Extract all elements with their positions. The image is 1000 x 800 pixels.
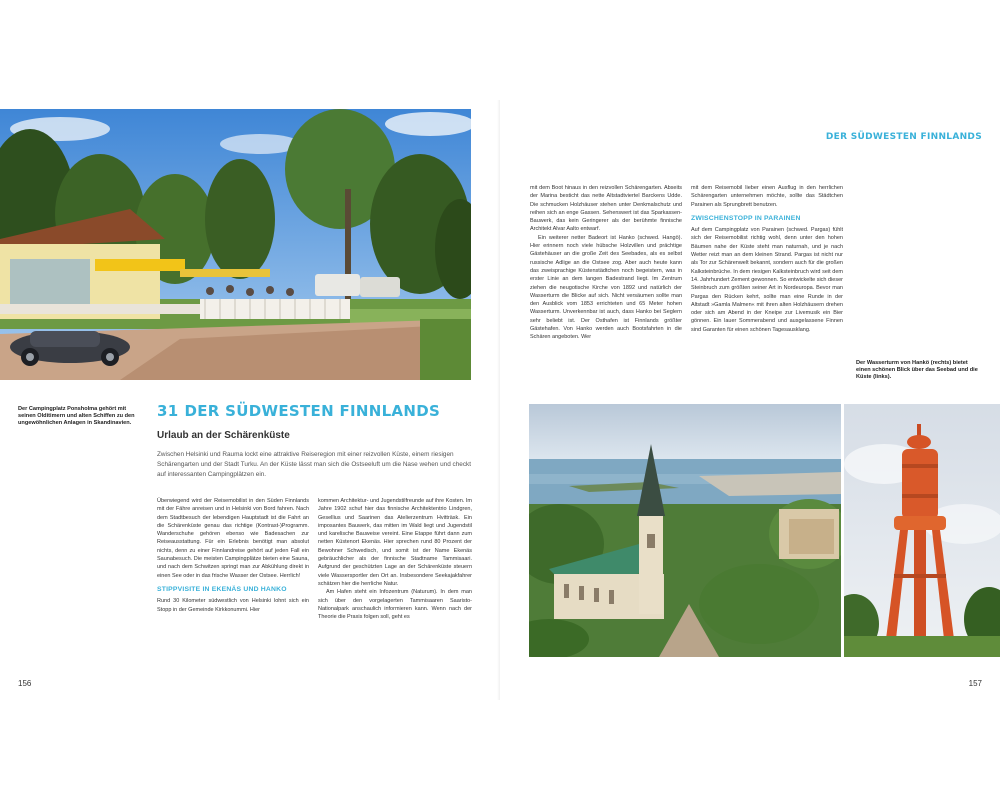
photo-caption: Der Campingplatz Ponsholma gehört mit seinen Olditimern und alten Schiffen zu den ungewöhnlichen Anlagen in Skandinavien. [18,406,135,426]
right-page [500,0,1000,800]
page-number: 156 [18,679,32,688]
hanko-church-photo [529,404,841,657]
photo-caption: Der Wasserturm von Hankö (rechts) bietet einen schönen Blick über das Seebad und die Küste (links). [856,360,978,380]
chapter-number: 31 [157,402,179,420]
paragraph: Am Hafen steht ein Infozentrum (Naturum). In dem man sich über den vorgelagerten Tammisaaren Saaristo-Nationalpark anschaulich informieren kann. Wenn nach der Theorie die Praxis folgen soll, geht es [318,589,472,621]
right-column-2 [691,184,843,334]
paragraph: Überwiegend wird der Reisemobilist in den Süden Finnlands mit der Fähre anreisen und in Helsinki von Bord fahren. Nach dem Stadtbesuch der lebendigen Hauptstadt ist die Fahrt an die Schärenküste genau das richtige (Kontrast-)Programm. Wanderschuhe gehören ebenso wie Badesachen zur Reiseausstattung. Für ein Erlebnis benötigt man absolut nichts, denn zu einer Finnlandreise gehört auf jeden Fall ein Saunabesuch. Die meisten Campingplätze bieten eine Sauna, und nach dem Schwitzen springt man zur Abkühlung direkt in einen See oder in das frische Wasser der Ostsee. Herrlich! [157,498,309,579]
paragraph: mit dem Boot hinaus in den reizvollen Schärengarten. Abseits der Marina besticht das nette Altstadtviertel Barckens Udde. Die schmucken Holzhäuser stehen unter Denkmalschutz und reihen sich an enge Gassen. Sehenswert ist das Sparkassen-Bauwerk, das kein Geringerer als der berühmte finnische Architekt Alvar Aalto entwarf. [530,185,682,233]
paragraph: Auf dem Campingplatz von Parainen (schwed. Pargas) fühlt sich der Reisemobilist richtig wohl, denn unter den hohen Bäumen nahe der Küste steht man naturnah, und je nach Wetter reizt man an dem kleinen Strand. Pargas ist nicht nur als Tor zur Schärenwelt bekannt, sondern auch für die großen Kalksteinbrüche. In dem riesigen Kalksteinbruch wird seit dem 14. Jahrhundert Zement gewonnen. So entwickelte sich dieser Steinbruch zum größten seiner Art in Nordeuropa. Bevor man Pargas den Rücken kehrt, sollte man eine Runde in der Altstadt »Gamla Malmen« mit ihren alten Holzhäusern drehen oder sich am Abend in der Kneipe zur Livemusik ein Bier gönnen. Ein lauer Sommerabend und ausgelassene Finnen sind Garanten für einen schönen Tagesausklang. [691,227,843,333]
chapter-title [157,402,440,420]
paragraph: Rund 30 Kilometer südwestlich von Helsinki lohnt sich ein Stopp in der Gemeinde Kirkkonummi. Hier [157,598,309,613]
left-column-2 [318,497,472,621]
left-column-1 [157,497,309,614]
page-number: 157 [968,679,982,688]
paragraph: mit dem Reisemobil lieber einen Ausflug in den herrlichen Schärengarten unternehmen möchte, sollte das Städtchen Parainen als Sprungbrett benutzen. [691,185,843,208]
chapter-title-text: DER SÜDWESTEN FINNLANDS [184,402,441,420]
paragraph: Ein weiterer netter Badeort ist Hanko (schwed. Hangö). Hier erinnern noch viele hübsche Holzvillen und prächtige Gästehäuser an die große Zeit des Seebades, als es selbst russische Adlige an die Ostsee zog. Aber auch heute kann das zweisprachige Küstenstädtchen noch begeistern, was in erster Linie an dem langen Badestrand liegt. Im Zentrum ziehen die neugotische Kirche von 1892 und natürlich der Wasserturm die Blicke auf sich. Nicht versäumen sollte man den Ausblick vom 1853 errichteten und 65 Meter hohen Wasserturm. Unverkennbar ist auch, dass Hanko bei Seglern sehr beliebt ist. Der Osthafen ist Finnlands größter Gästehafen. Von Hanko werden auch Bootsfahrten in die Schären angeboten. Wer [530,234,682,341]
section-heading: STIPPVISITE IN EKENÄS UND HANKO [157,585,287,593]
chapter-subtitle: Urlaub an der Schärenküste [157,430,290,441]
section-heading: ZWISCHENSTOPP IN PARAINEN [691,214,801,222]
water-tower-photo [844,404,1000,657]
chapter-intro: Zwischen Helsinki und Rauma lockt eine attraktive Reiseregion mit einer reizvollen Küste, einem riesigen Schärengarten und der Stadt Turku. An der Küste lässt man sich die Ostseeluft um die Nase wehen und checkt auf interessanten Campingplätzen ein. [157,451,472,478]
running-head: DER SÜDWESTEN FINNLANDS [825,132,982,142]
paragraph: kommen Architektur- und Jugendstilfreunde auf ihre Kosten. Im Jahre 1902 schuf hier das finnische Architektentrio Lindgren, Gesellius und Saarinen das Atelierzentrum Hvitträsk. Ein imposantes Bauwerk, das mitten im Wald liegt und Jugendstil und karelische Bauweise vereint. Eine Etappe führt dann zum netten Küstenort Ekenäs. Hier sprechen rund 80 Prozent der Bewohner Schwedisch, und somit ist der Name Ekenäs gebräuchlicher als der finnische Stadtname Tammisaari. Aufgrund der geschützten Lage an der Schärenküste steuern viele Wassersportler den Ort an. Insbesondere Seekajakfahrer schätzen hier die herrliche Natur. [318,498,472,587]
right-column-1 [530,184,682,342]
campsite-photo [0,109,471,380]
